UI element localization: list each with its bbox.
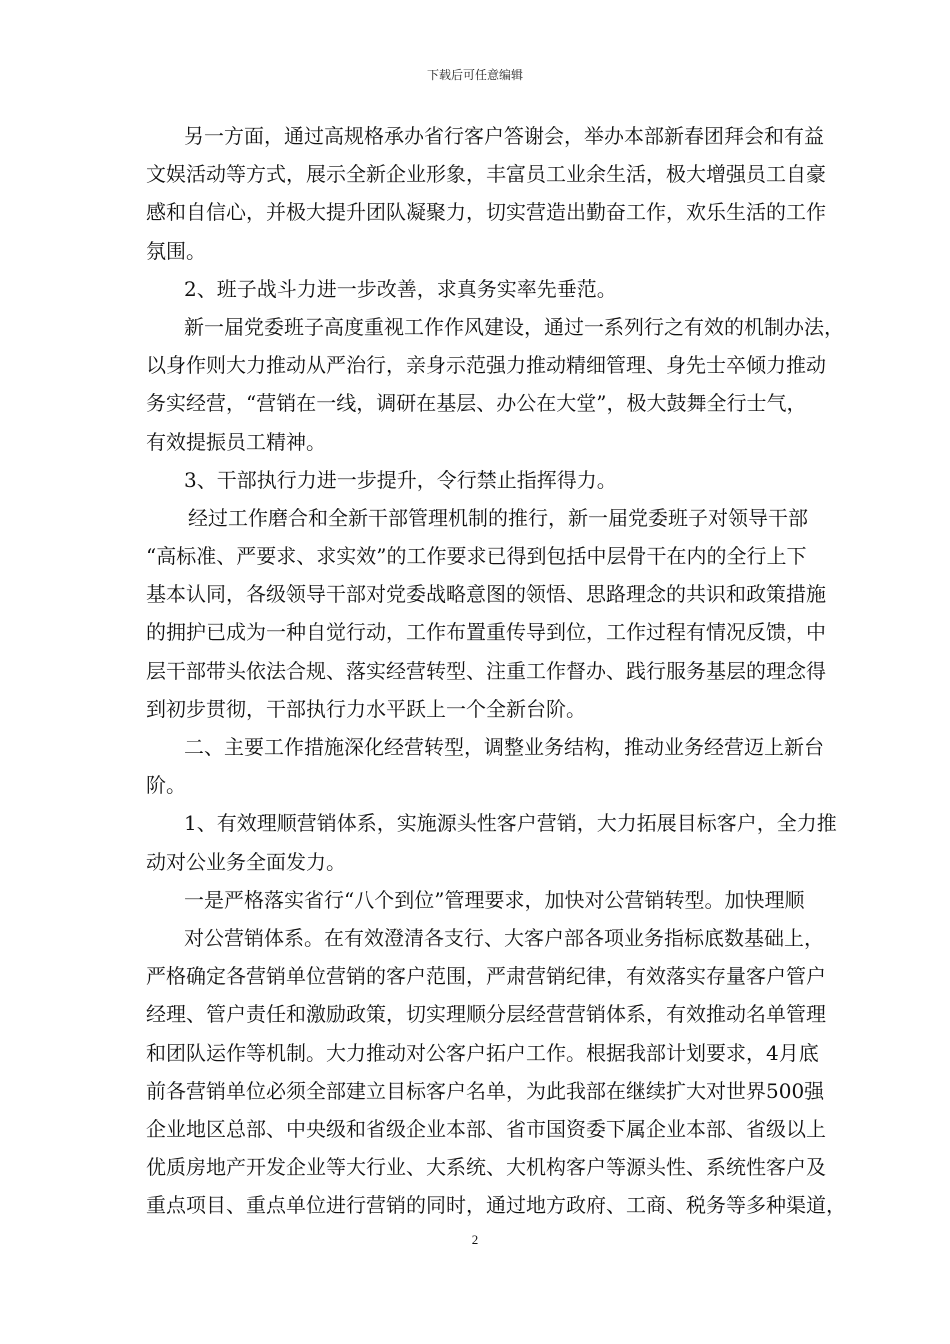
text-line: 严格确定各营销单位营销的客户范围，严肃营销纪律，有效落实存量客户管户 (146, 964, 826, 989)
section-heading: 3、干部执行力进一步提升，令行禁止指挥得力。 (184, 467, 617, 492)
text-line: 务实经营，“营销在一线，调研在基层、办公在大堂”，极大鼓舞全行士气， (146, 391, 807, 416)
section-heading: 1、有效理顺营销体系，实施源头性客户营销，大力拓展目标客户，全力推 (184, 811, 837, 836)
text-line: 前各营销单位必须全部建立目标客户名单，为此我部在继续扩大对世界500强 (146, 1078, 825, 1103)
section-heading: 二、主要工作措施深化经营转型，调整业务结构，推动业务经营迈上新台 (184, 735, 824, 759)
text-line: 基本认同，各级领导干部对党委战略意图的领悟、思路理念的共识和政策措施 (146, 582, 826, 607)
text-line: 层干部带头依法合规、落实经营转型、注重工作督办、践行服务基层的理念得 (146, 658, 826, 683)
text-line: 另一方面，通过高规格承办省行客户答谢会，举办本部新春团拜会和有益 (184, 124, 824, 148)
text-line: 的拥护已成为一种自觉行动，工作布置重传导到位，工作过程有情况反馈，中 (146, 620, 826, 645)
text-line: 优质房地产开发企业等大行业、大系统、大机构客户等源头性、系统性客户及 (146, 1155, 826, 1180)
text-line: 氛围。 (146, 238, 206, 263)
page-number: 2 (471, 1232, 479, 1247)
text-line: 对公营销体系。在有效澄清各支行、大客户部各项业务指标底数基础上， (184, 925, 824, 950)
text-line: 和团队运作等机制。大力推动对公客户拓户工作。根据我部计划要求，4月底 (146, 1040, 819, 1065)
text-line: “高标准、严要求、求实效”的工作要求已得到包括中层骨干在内的全行上下 (146, 544, 807, 569)
text-line: 经过工作磨合和全新干部管理机制的推行，新一届党委班子对领导干部 (188, 505, 808, 530)
text-line: 重点项目、重点单位进行营销的同时，通过地方政府、工商、税务等多种渠道， (146, 1193, 846, 1218)
text-line: 新一届党委班子高度重视工作作风建设，通过一系列行之有效的机制办法， (184, 314, 844, 339)
text-line: 动对公业务全面发力。 (146, 849, 346, 874)
document-body (146, 117, 846, 1224)
text-line: 企业地区总部、中央级和省级企业本部、省市国资委下属企业本部、省级以上 (146, 1116, 826, 1141)
text-line: 以身作则大力推动从严治行，亲身示范强力推动精细管理、身先士卒倾力推动 (146, 353, 826, 378)
section-heading: 2、班子战斗力进一步改善，求真务实率先垂范。 (184, 276, 617, 301)
text-line: 感和自信心，并极大提升团队凝聚力，切实营造出勤奋工作，欢乐生活的工作 (146, 200, 826, 225)
text-line: 经理、管户责任和激励政策，切实理顺分层经营营销体系，有效推动名单管理 (146, 1002, 826, 1027)
text-line: 阶。 (146, 773, 186, 798)
text-line: 到初步贯彻，干部执行力水平跃上一个全新台阶。 (146, 696, 586, 721)
text-line: 有效提振员工精神。 (146, 429, 326, 454)
page-header: 下载后可任意编辑 (426, 68, 523, 82)
text-line: 文娱活动等方式，展示全新企业形象，丰富员工业余生活，极大增强员工自豪 (146, 162, 826, 187)
text-line: 一是严格落实省行“八个到位”管理要求，加快对公营销转型。加快理顺 (184, 887, 805, 912)
